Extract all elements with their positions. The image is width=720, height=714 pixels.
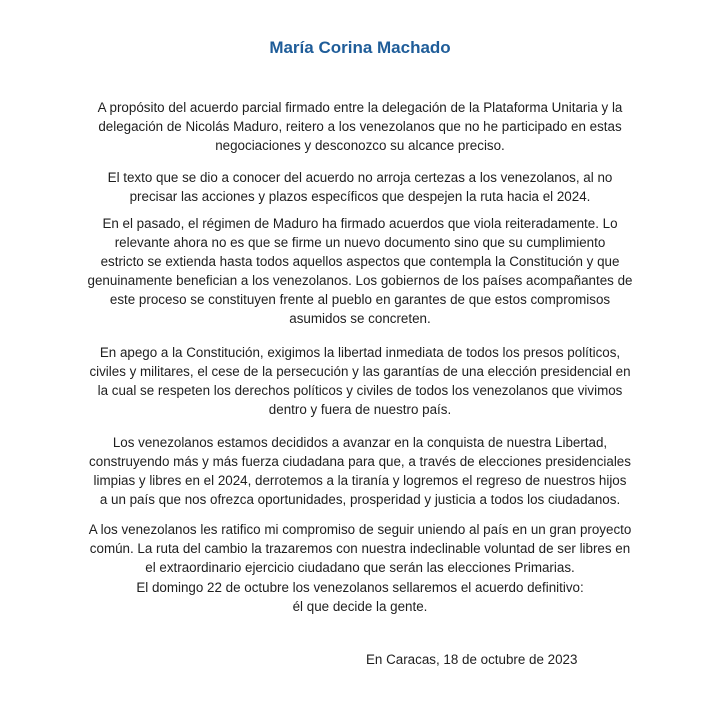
paragraph-line: limpias y libres en el 2024, derrotemos a la tiranía y logremos el regreso de nuestros hijos	[93, 473, 627, 488]
document-title: María Corina Machado	[269, 38, 451, 57]
paragraph	[0, 214, 720, 328]
paragraph-line: a un país que nos ofrezca oportunidades, prosperidad y justicia a todos los ciudadanos.	[99, 492, 621, 507]
paragraph	[0, 168, 720, 206]
paragraph-line: El texto que se dio a conocer del acuerdo no arroja certezas a los venezolanos, al no	[107, 170, 613, 185]
paragraph-line: dentro y fuera de nuestro país.	[268, 402, 452, 417]
paragraph-line: relevante ahora no es que se firme un nuevo documento sino que su cumplimiento	[114, 235, 606, 250]
paragraph-line: civiles y militares, el cese de la persecución y las garantías de una elección presidencial en	[89, 364, 631, 379]
paragraph-line: negociaciones y desconozco su alcance preciso.	[215, 138, 505, 153]
paragraph-line: asumidos se concreten.	[289, 311, 431, 326]
paragraph-line: estricto se extienda hasta todos aquellos aspectos que contempla la Constitución y que	[100, 254, 620, 269]
paragraph-line: delegación de Nicolás Maduro, reitero a los venezolanos que no he participado en estas	[98, 119, 622, 134]
paragraph	[0, 433, 720, 509]
paragraph-line: el extraordinario ejercicio ciudadano que serán las elecciones Primarias.	[145, 560, 575, 575]
paragraph	[0, 98, 720, 155]
paragraph-line: El domingo 22 de octubre los venezolanos sellaremos el acuerdo definitivo:	[136, 580, 584, 595]
paragraph-line: la cual se respeten los derechos políticos y civiles de todos los venezolanos que vivimos	[97, 383, 623, 398]
paragraph-line: A los venezolanos les ratifico mi compromiso de seguir uniendo al país en un gran proyecto	[88, 522, 632, 537]
paragraph-line: común. La ruta del cambio la trazaremos con nuestra indeclinable voluntad de ser libres en	[89, 541, 631, 556]
paragraph-line: él que decide la gente.	[292, 599, 428, 614]
paragraph-line: En apego a la Constitución, exigimos la libertad inmediata de todos los presos políticos,	[99, 345, 621, 360]
paragraph	[0, 520, 720, 577]
place-and-date: En Caracas, 18 de octubre de 2023	[366, 652, 578, 667]
paragraph-line: precisar las acciones y plazos específicos que despejen la ruta hacia el 2024.	[129, 189, 591, 204]
paragraph-line: En el pasado, el régimen de Maduro ha firmado acuerdos que viola reiteradamente. Lo	[102, 216, 618, 231]
paragraph-line: Los venezolanos estamos decididos a avanzar en la conquista de nuestra Libertad,	[112, 435, 608, 450]
paragraph-line: A propósito del acuerdo parcial firmado entre la delegación de la Plataforma Unitaria y la	[97, 100, 623, 115]
paragraph	[0, 578, 720, 616]
paragraph-line: construyendo más y más fuerza ciudadana para que, a través de elecciones presidenciales	[89, 454, 631, 469]
paragraph	[0, 343, 720, 419]
paragraph-line: este proceso se constituyen frente al pueblo en garantes de que estos compromisos	[109, 292, 611, 307]
paragraph-line: genuinamente benefician a los venezolanos. Los gobiernos de los países acompañantes de	[87, 273, 633, 288]
